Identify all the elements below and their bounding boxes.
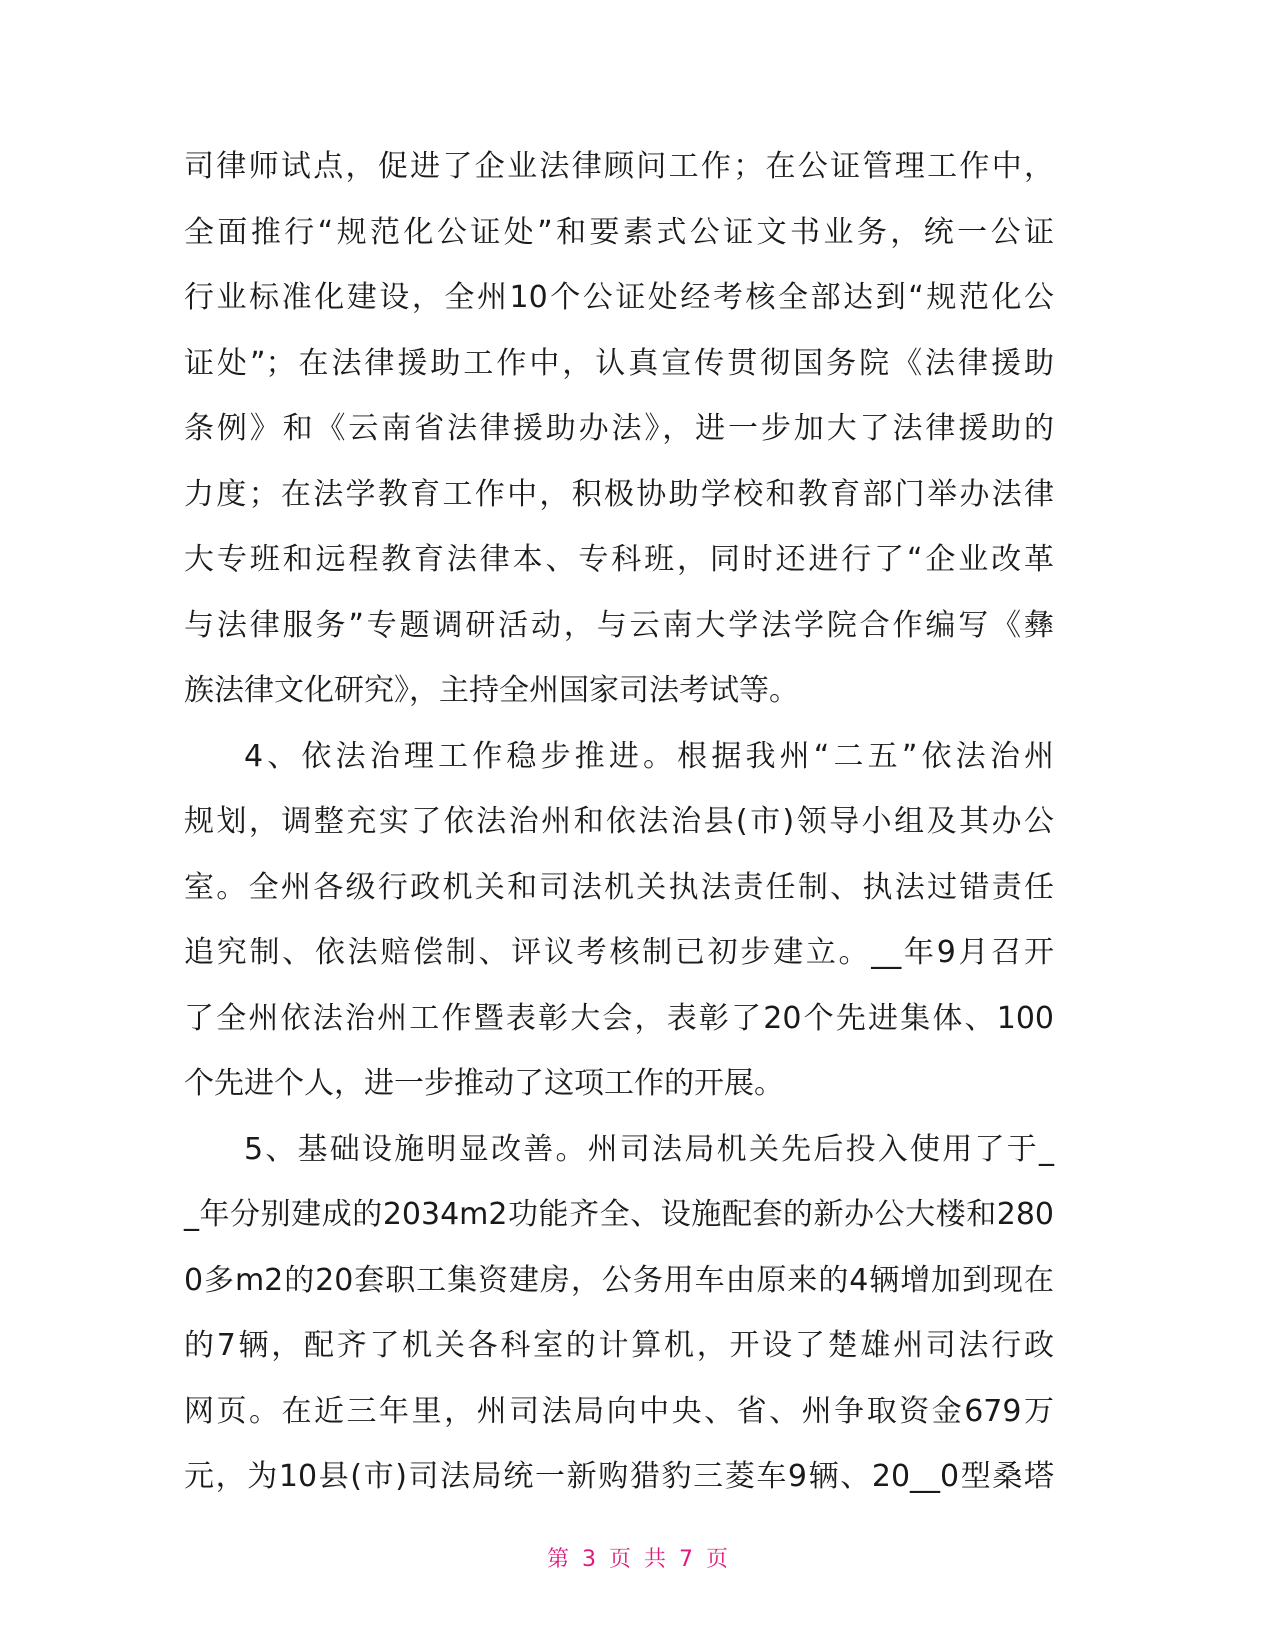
text-line: 规划，调整充实了依法治州和依法治县(市)领导小组及其办公 [184, 804, 1054, 839]
text-line: 网页。在近三年里，州司法局向中央、省、州争取资金679万 [184, 1393, 1054, 1429]
page-indicator: 第 3 页 共 7 页 [547, 1547, 728, 1572]
text-line: 大专班和远程教育法律本、专科班，同时还进行了“企业改革 [184, 542, 1054, 577]
text-line: 的7辆，配齐了机关各科室的计算机，开设了楚雄州司法行政 [184, 1328, 1054, 1363]
text-line: _年分别建成的2034m2功能齐全、设施配套的新办公大楼和280 [184, 1197, 1054, 1232]
text-line: 元，为10县(市)司法局统一新购猎豹三菱车9辆、20__0型桑塔 [184, 1459, 1054, 1494]
text-line: 力度；在法学教育工作中，积极协助学校和教育部门举办法律 [184, 476, 1054, 512]
text-line: 证处”；在法律援助工作中，认真宣传贯彻国务院《法律援助 [184, 345, 1054, 381]
text-line: 族法律文化研究》，主持全州国家司法考试等。 [184, 673, 799, 708]
text-line: 与法律服务”专题调研活动，与云南大学法学院合作编写《彝 [184, 607, 1054, 643]
text-line: 0多m2的20套职工集资建房，公务用车由原来的4辆增加到现在 [184, 1262, 1054, 1298]
text-line: 追究制、依法赔偿制、评议考核制已初步建立。__年9月召开 [184, 935, 1054, 970]
paragraph-start-line: 4、依法治理工作稳步推进。根据我州“二五”依法治州 [244, 738, 1054, 774]
text-line: 个先进个人，进一步推动了这项工作的开展。 [184, 1066, 784, 1101]
text-line: 了全州依法治州工作暨表彰大会，表彰了20个先进集体、100 [184, 1000, 1054, 1036]
paragraph-start-line: 5、基础设施明显改善。州司法局机关先后投入使用了于_ [244, 1131, 1054, 1167]
text-line: 行业标准化建设，全州10个公证处经考核全部达到“规范化公 [184, 280, 1054, 315]
text-line: 条例》和《云南省法律援助办法》，进一步加大了法律援助的 [184, 411, 1054, 446]
text-line: 室。全州各级行政机关和司法机关执法责任制、执法过错责任 [184, 869, 1054, 905]
body-text [184, 134, 1054, 1510]
text-line: 司律师试点，促进了企业法律顾问工作；在公证管理工作中， [184, 149, 1054, 184]
text-line: 全面推行“规范化公证处”和要素式公证文书业务，统一公证 [184, 214, 1054, 250]
